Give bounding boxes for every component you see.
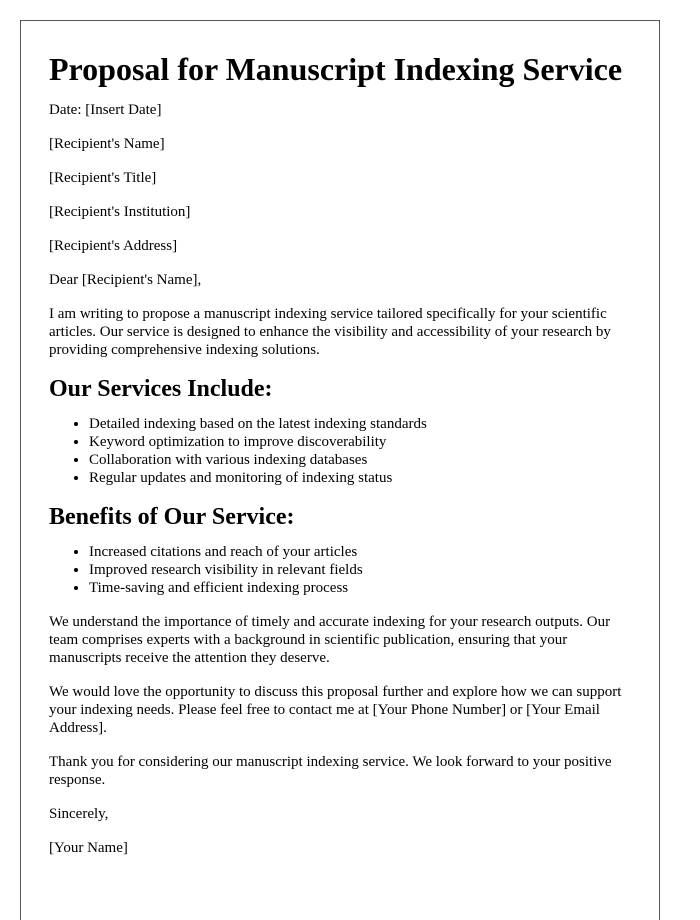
intro-paragraph: I am writing to propose a manuscript indexing service tailored specifically for your scientific articles. Our service is designed to enhance the visibility and accessibility of your research by providing comprehensive indexing solutions.: [49, 306, 611, 358]
recipient-address: [Recipient's Address]: [49, 238, 178, 254]
signature: [Your Name]: [49, 840, 128, 856]
letter-page: [20, 20, 660, 920]
services-list-item: • Detailed indexing based on the latest indexing standards: [89, 415, 631, 433]
salutation: Dear [Recipient's Name],: [49, 272, 202, 288]
team-paragraph: We understand the importance of timely and accurate indexing for your research outputs. Our team comprises experts with a background in scientific publication, ensuring that your manuscripts receive the attention they deserve.: [49, 614, 611, 666]
recipient-institution: [Recipient's Institution]: [49, 204, 191, 220]
benefits-list-item: • Increased citations and reach of your articles: [89, 543, 631, 561]
contact-paragraph: We would love the opportunity to discuss this proposal further and explore how we can support your indexing needs. Please feel free to contact me at [Your Phone Number] or [Your Email Address].: [49, 684, 622, 736]
benefits-heading: Benefits of Our Service:: [49, 504, 295, 530]
benefits-list-item: • Time-saving and efficient indexing process: [89, 579, 631, 597]
services-heading: Our Services Include:: [49, 376, 273, 402]
date-line: Date: [Insert Date]: [49, 102, 162, 118]
benefits-list-item: • Improved research visibility in relevant fields: [89, 561, 631, 579]
services-list-item: • Collaboration with various indexing databases: [89, 451, 631, 469]
letter-title: Proposal for Manuscript Indexing Service: [49, 51, 623, 87]
closing: Sincerely,: [49, 806, 109, 822]
recipient-name: [Recipient's Name]: [49, 136, 165, 152]
benefits-list: [49, 543, 631, 597]
recipient-title: [Recipient's Title]: [49, 170, 157, 186]
services-list: [49, 415, 631, 487]
services-list-item: • Regular updates and monitoring of indexing status: [89, 469, 631, 487]
thanks-paragraph: Thank you for considering our manuscript indexing service. We look forward to your positive response.: [49, 754, 612, 788]
services-list-item: • Keyword optimization to improve discoverability: [89, 433, 631, 451]
